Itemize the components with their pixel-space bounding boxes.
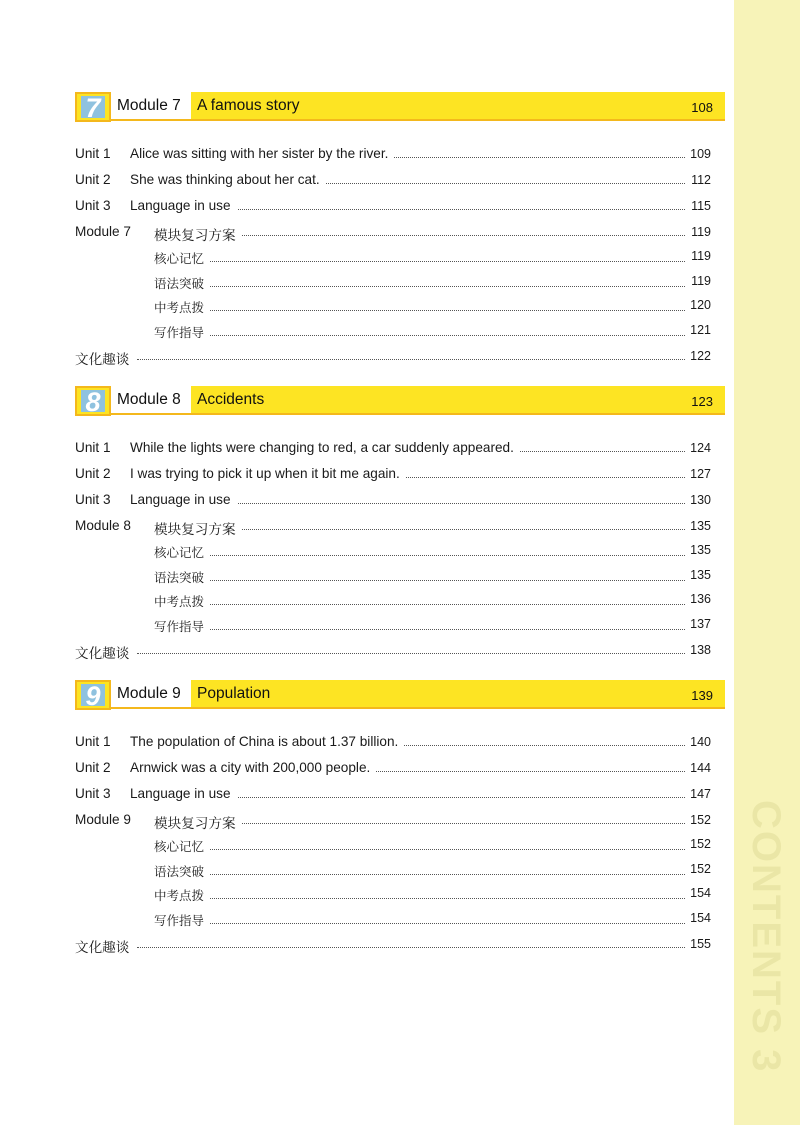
module-page: 123	[691, 394, 713, 409]
module-section-9	[75, 680, 725, 958]
module-label: Module 7	[117, 97, 181, 114]
toc-sub-entry[interactable]: 写作指导 154	[154, 910, 711, 928]
toc-entry-review[interactable]: Module 8 模块复习方案 135	[75, 518, 711, 537]
module-number-badge: 8	[75, 386, 111, 416]
module-header[interactable]	[75, 680, 725, 710]
module-title: Accidents	[197, 391, 265, 408]
module-page: 139	[691, 688, 713, 703]
module-header[interactable]	[75, 92, 725, 122]
toc-entry-review[interactable]: Module 7 模块复习方案 119	[75, 224, 711, 243]
toc-entry-review[interactable]: Module 9 模块复习方案 152	[75, 812, 711, 831]
module-number-badge: 9	[75, 680, 111, 710]
toc-sub-entry[interactable]: 中考点拨 120	[154, 298, 711, 316]
toc-sub-entry[interactable]: 中考点拨 154	[154, 886, 711, 904]
toc-sub-entry[interactable]: 写作指导 121	[154, 322, 711, 340]
toc-entry-unit-1[interactable]: Unit 1 While the lights were changing to red, a car suddenly appeared. 124	[75, 440, 711, 455]
toc-sub-entry[interactable]: 核心记忆 135	[154, 543, 711, 560]
toc-entry-unit-3[interactable]: Unit 3 Language in use 130	[75, 492, 711, 507]
toc-entry-unit-2[interactable]: Unit 2 I was trying to pick it up when it bit me again. 127	[75, 466, 711, 481]
toc-sub-entry[interactable]: 写作指导 137	[154, 616, 711, 634]
side-label: CONTENTS 3	[744, 800, 788, 1074]
toc-entry-culture[interactable]: 文化趣谈 138	[75, 643, 711, 662]
toc-entry-unit-1[interactable]: Unit 1 Alice was sitting with her sister by the river. 109	[75, 146, 711, 161]
module-section-8	[75, 386, 725, 664]
toc-sub-entry[interactable]: 核心记忆 152	[154, 837, 711, 854]
module-number-badge: 7	[75, 92, 111, 122]
module-title: Population	[197, 685, 271, 702]
module-title: A famous story	[197, 97, 300, 114]
module-section-7	[75, 92, 725, 370]
toc-entry-culture[interactable]: 文化趣谈 155	[75, 937, 711, 956]
toc-sub-entry[interactable]: 语法突破 119	[154, 273, 711, 291]
toc-entry-culture[interactable]: 文化趣谈 122	[75, 349, 711, 368]
module-header[interactable]	[75, 386, 725, 416]
toc-entry-unit-2[interactable]: Unit 2 She was thinking about her cat. 112	[75, 172, 711, 187]
toc-sub-entry[interactable]: 中考点拨 136	[154, 592, 711, 610]
module-page: 108	[691, 100, 713, 115]
toc-sub-entry[interactable]: 核心记忆 119	[154, 249, 711, 266]
toc-entry-unit-2[interactable]: Unit 2 Arnwick was a city with 200,000 people. 144	[75, 760, 711, 775]
toc-entry-unit-3[interactable]: Unit 3 Language in use 115	[75, 198, 711, 213]
module-label: Module 9	[117, 685, 181, 702]
toc-sub-entry[interactable]: 语法突破 152	[154, 861, 711, 879]
toc-entry-unit-3[interactable]: Unit 3 Language in use 147	[75, 786, 711, 801]
toc-sub-entry[interactable]: 语法突破 135	[154, 567, 711, 585]
module-label: Module 8	[117, 391, 181, 408]
toc-entry-unit-1[interactable]: Unit 1 The population of China is about 1.37 billion. 140	[75, 734, 711, 749]
